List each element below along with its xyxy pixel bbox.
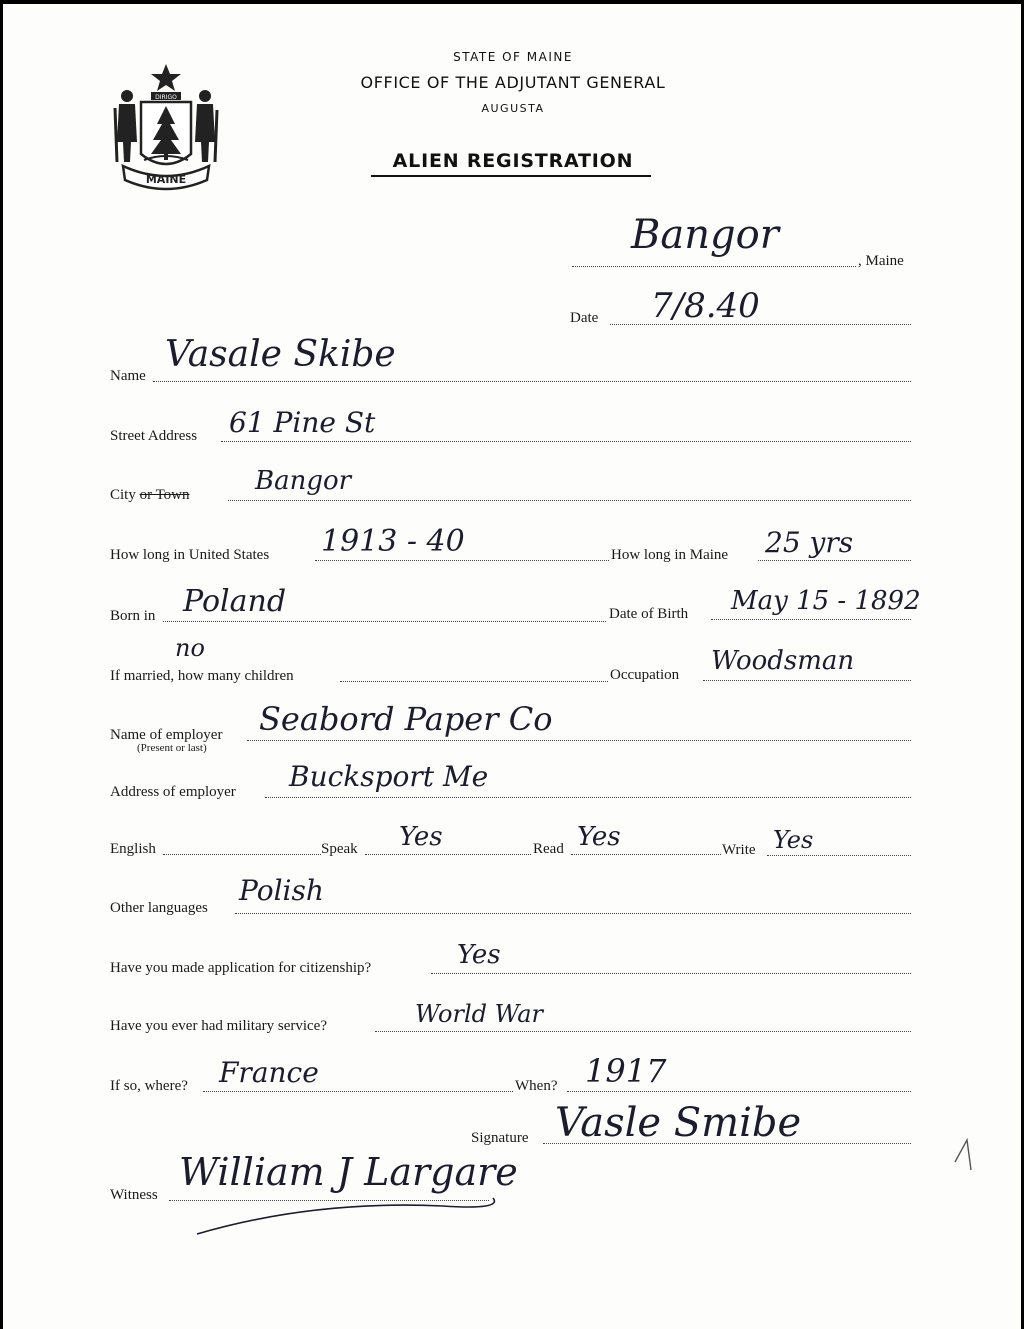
write-line [767, 855, 911, 856]
city-entry: Bangor [255, 466, 352, 496]
city-line [228, 500, 911, 501]
city-label: City or Town [110, 487, 190, 503]
military-entry: World War [415, 1000, 543, 1028]
maine-label: , Maine [858, 253, 904, 269]
how-long-maine-entry: 25 yrs [765, 526, 854, 559]
english-line [163, 854, 321, 855]
speak-entry: Yes [399, 822, 443, 852]
dob-entry: May 15 - 1892 [731, 586, 921, 616]
read-line [571, 854, 721, 855]
how-long-maine-label: How long in Maine [611, 547, 729, 563]
when-label: When? [515, 1078, 558, 1094]
employer-line [247, 740, 911, 741]
title-underline [371, 175, 651, 177]
witness-entry: William J Largare [179, 1150, 518, 1194]
how-long-us-line [315, 560, 609, 561]
citizenship-entry: Yes [457, 940, 501, 970]
street-line [221, 441, 911, 442]
occupation-entry: Woodsman [711, 646, 855, 676]
maine-state-seal [107, 62, 225, 192]
dob-label: Date of Birth [609, 606, 689, 622]
employer-label: Name of employer [110, 727, 223, 743]
witness-flourish [193, 1194, 513, 1238]
employer-note: (Present or last) [137, 742, 207, 754]
state-heading: STATE OF MAINE [453, 50, 573, 64]
when-entry: 1917 [585, 1052, 667, 1090]
name-line [153, 381, 911, 382]
how-long-maine-line [758, 560, 911, 561]
where-entry: France [219, 1056, 319, 1089]
other-languages-label: Other languages [110, 900, 208, 916]
signature-entry: Vasle Smibe [555, 1100, 802, 1146]
military-label: Have you ever had military service? [110, 1018, 327, 1034]
office-heading: OFFICE OF THE ADJUTANT GENERAL [360, 73, 666, 92]
read-entry: Yes [577, 822, 621, 852]
city-heading: AUGUSTA [481, 102, 545, 115]
employer-address-entry: Bucksport Me [289, 760, 489, 793]
name-label: Name [110, 368, 146, 384]
english-label: English [110, 841, 156, 857]
how-long-us-label: How long in United States [110, 547, 270, 563]
write-label: Write [722, 842, 756, 858]
other-languages-line [235, 913, 911, 914]
children-line [340, 681, 608, 682]
street-entry: 61 Pine St [229, 406, 376, 439]
svg-text:DIRIGO: DIRIGO [155, 94, 177, 101]
stray-mark [953, 1134, 983, 1174]
citizenship-line [431, 973, 911, 974]
employer-address-line [265, 797, 911, 798]
children-entry: no [175, 634, 205, 662]
town-entry: Bangor [631, 212, 779, 258]
how-long-us-entry: 1913 - 40 [321, 524, 465, 559]
date-entry: 7/8.40 [651, 286, 760, 326]
write-entry: Yes [773, 826, 814, 854]
born-in-line [163, 621, 606, 622]
name-entry: Vasale Skibe [165, 334, 396, 375]
born-in-entry: Poland [183, 584, 287, 619]
where-label: If so, where? [110, 1078, 188, 1094]
speak-label: Speak [321, 841, 358, 857]
dob-line [711, 619, 911, 620]
signature-label: Signature [471, 1130, 529, 1146]
other-languages-entry: Polish [239, 874, 324, 907]
military-line [375, 1031, 911, 1032]
married-label: If married, how many children [110, 668, 294, 684]
where-line [203, 1091, 513, 1092]
occupation-label: Occupation [610, 667, 680, 683]
employer-address-label: Address of employer [110, 784, 236, 800]
form-title: ALIEN REGISTRATION [392, 150, 634, 172]
born-in-label: Born in [110, 608, 156, 624]
speak-line [365, 854, 531, 855]
employer-entry: Seabord Paper Co [259, 700, 553, 738]
town-line [572, 266, 856, 267]
occupation-line [703, 680, 911, 681]
citizenship-label: Have you made application for citizenship? [110, 960, 372, 976]
date-label: Date [570, 310, 599, 326]
read-label: Read [533, 841, 564, 857]
street-label: Street Address [110, 428, 198, 444]
svg-text:MAINE: MAINE [145, 173, 187, 186]
when-line [567, 1091, 911, 1092]
witness-label: Witness [110, 1187, 158, 1203]
